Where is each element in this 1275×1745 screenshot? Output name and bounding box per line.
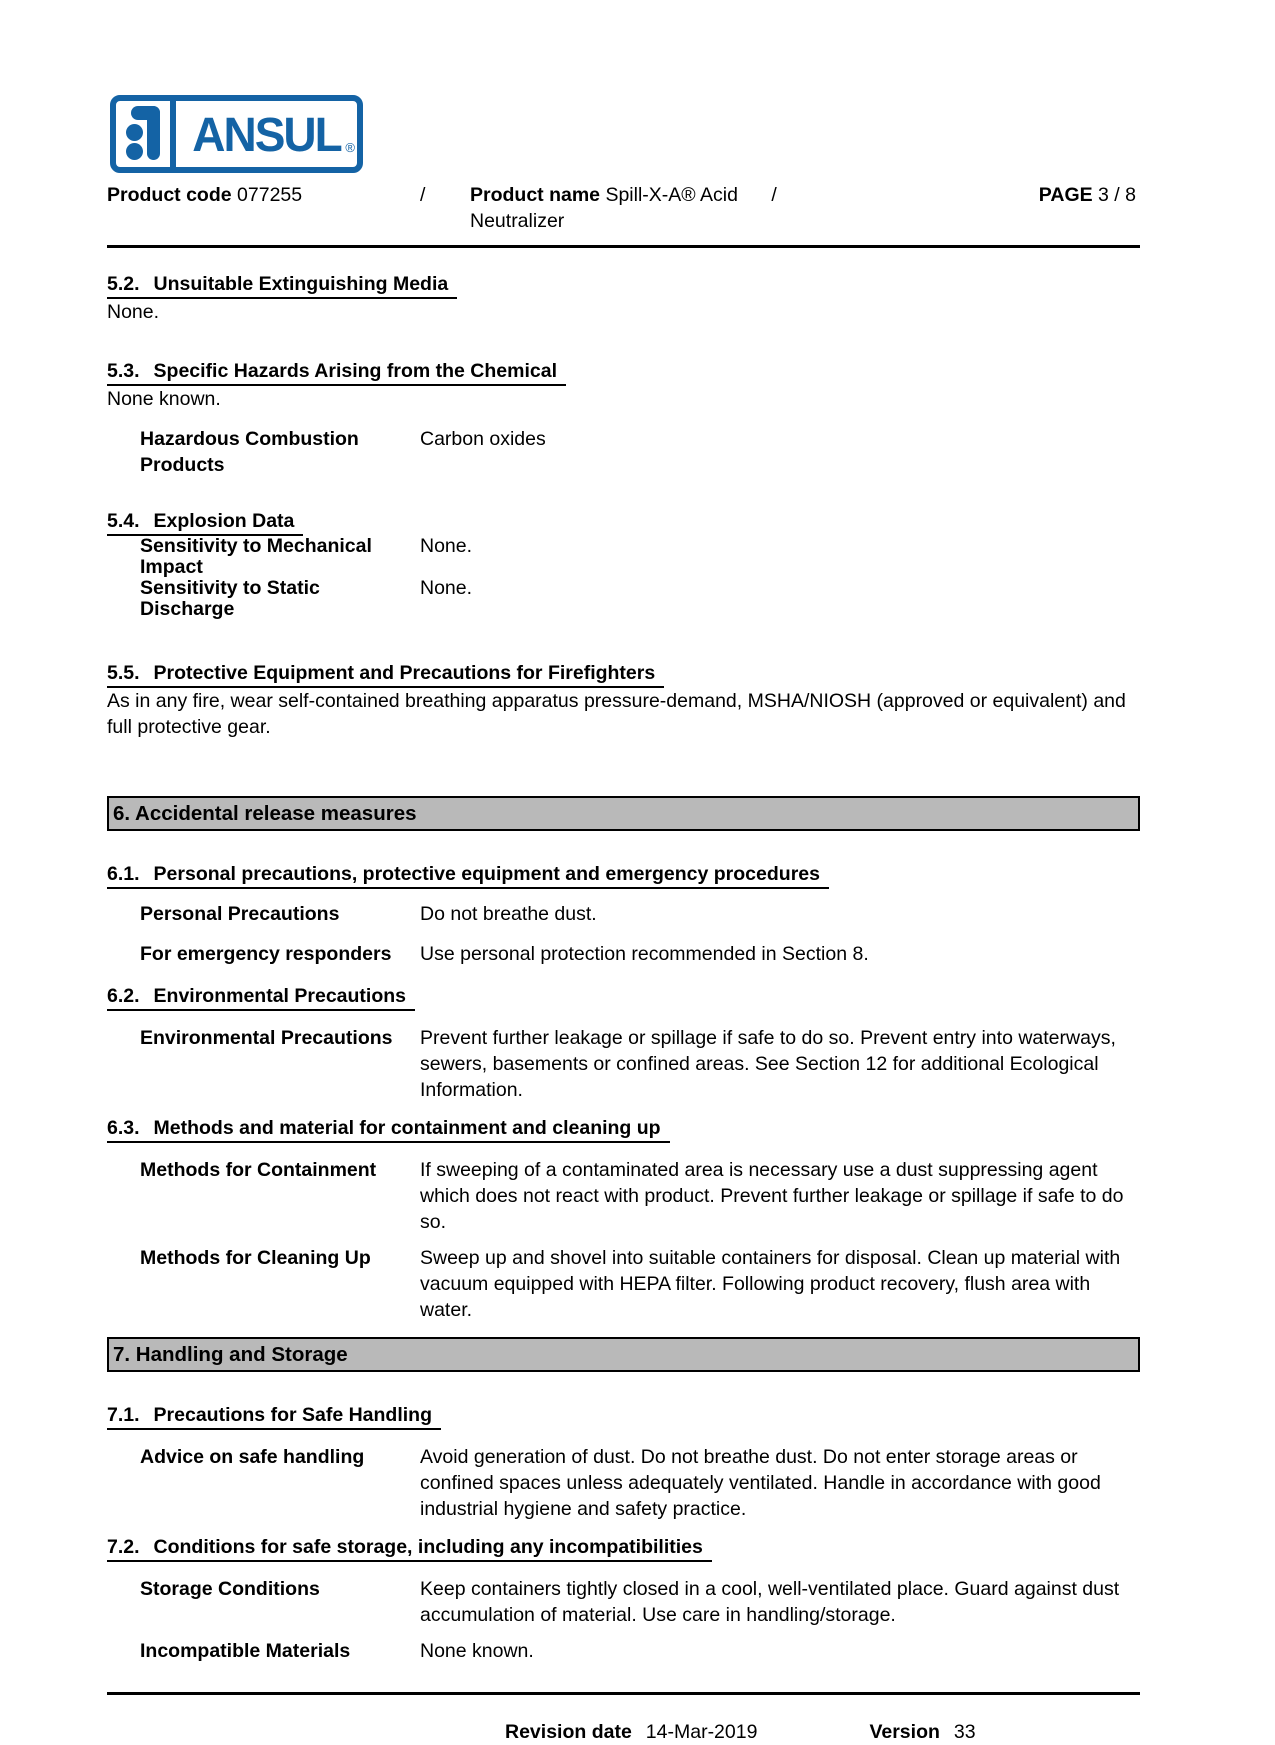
section-7-1 bbox=[107, 1402, 1140, 1430]
row-label: Methods for Containment bbox=[140, 1159, 377, 1181]
ansul-logo-mark bbox=[116, 101, 176, 167]
product-name-line2: Neutralizer bbox=[470, 210, 565, 232]
section-5-2-body: None. bbox=[107, 301, 160, 323]
product-name-line1: Spill-X-A® Acid bbox=[605, 184, 738, 206]
section-5-2-title: Unsuitable Extinguishing Media bbox=[153, 273, 449, 295]
section-6-1-title: Personal precautions, protective equipment and emergency procedures bbox=[153, 863, 820, 885]
row-label: Hazardous Combustion Products bbox=[140, 428, 359, 476]
row-value: Use personal protection recommended in Section 8. bbox=[420, 943, 869, 965]
section-5-3-title: Specific Hazards Arising from the Chemical bbox=[153, 360, 558, 382]
section-6-2-title: Environmental Precautions bbox=[153, 985, 407, 1007]
section-7-bar: 7. Handling and Storage bbox=[107, 1337, 1140, 1372]
section-5-4 bbox=[107, 508, 1140, 536]
section-6-2-heading bbox=[107, 983, 415, 1011]
ansul-wordmark: ANSUL bbox=[192, 106, 341, 162]
row-value: Prevent further leakage or spillage if safe to do so. Prevent entry into waterways, sewers, basements or confined areas. See Section 12 for additional Ecological Information. bbox=[420, 1027, 1116, 1101]
section-5-4-heading bbox=[107, 508, 303, 536]
section-5-4-number: 5.4. bbox=[107, 510, 140, 532]
page-label: PAGE bbox=[1038, 184, 1093, 206]
section-5-4-title: Explosion Data bbox=[153, 510, 295, 532]
page-value: 3 / 8 bbox=[1098, 184, 1136, 206]
section-6-1 bbox=[107, 861, 1140, 889]
section-5-3-heading bbox=[107, 358, 566, 386]
section-5-3-body: None known. bbox=[107, 388, 221, 410]
product-name-label: Product name bbox=[470, 184, 601, 206]
section-6-3-heading bbox=[107, 1115, 670, 1143]
safe-handling-row bbox=[140, 1444, 1140, 1522]
section-5-5-title: Protective Equipment and Precautions for Firefighters bbox=[153, 662, 656, 684]
ansul-logo bbox=[110, 95, 363, 173]
revision-date-label: Revision date bbox=[505, 1721, 632, 1743]
product-code-label: Product code bbox=[107, 184, 232, 206]
personal-precautions-row bbox=[140, 901, 1140, 927]
emergency-responders-row bbox=[140, 941, 1140, 967]
section-6-3-number: 6.3. bbox=[107, 1117, 140, 1139]
section-5-2-heading bbox=[107, 271, 457, 299]
row-value: If sweeping of a contaminated area is necessary use a dust suppressing agent which does not react with product. Prevent further leakage or spillage if safe to do so. bbox=[420, 1159, 1124, 1233]
hazardous-combustion-row bbox=[140, 426, 1140, 478]
row-value: Keep containers tightly closed in a cool, well-ventilated place. Guard against dust accumulation of material. Use care in handling/storage. bbox=[420, 1578, 1120, 1626]
storage-conditions-row bbox=[140, 1576, 1140, 1628]
row-label: Environmental Precautions bbox=[140, 1027, 393, 1049]
explosion-data-rows bbox=[107, 536, 1140, 620]
registered-mark: ® bbox=[345, 140, 355, 155]
incompatible-materials-row bbox=[140, 1638, 1140, 1664]
row-value: Avoid generation of dust. Do not breathe dust. Do not enter storage areas or confined spaces unless adequately ventilated. Handle in accordance with good industrial hygiene and safety practice. bbox=[420, 1446, 1101, 1520]
section-6-3 bbox=[107, 1115, 1140, 1143]
section-5-2-number: 5.2. bbox=[107, 273, 140, 295]
section-7-1-title: Precautions for Safe Handling bbox=[153, 1404, 432, 1426]
row-label: Methods for Cleaning Up bbox=[140, 1247, 371, 1269]
section-5-5-number: 5.5. bbox=[107, 662, 140, 684]
header-separator-1: / bbox=[420, 184, 426, 206]
section-5-2 bbox=[107, 271, 1140, 299]
section-6-1-number: 6.1. bbox=[107, 863, 140, 885]
section-6-1-heading bbox=[107, 861, 829, 889]
revision-date-value: 14-Mar-2019 bbox=[645, 1721, 758, 1743]
ansul-wordmark-box bbox=[176, 101, 357, 167]
section-5-3-number: 5.3. bbox=[107, 360, 140, 382]
section-5-5 bbox=[107, 660, 1140, 688]
header-rule bbox=[107, 245, 1140, 248]
section-7-1-number: 7.1. bbox=[107, 1404, 140, 1426]
environmental-precautions-row bbox=[140, 1025, 1140, 1103]
section-7-2-number: 7.2. bbox=[107, 1536, 140, 1558]
version-label: Version bbox=[869, 1721, 940, 1743]
section-6-3-title: Methods and material for containment and cleaning up bbox=[153, 1117, 661, 1139]
section-5-5-body: As in any fire, wear self-contained breathing apparatus pressure-demand, MSHA/NIOSH (approved or equivalent) and full protective gear. bbox=[107, 690, 1126, 738]
product-code bbox=[107, 182, 420, 234]
row-label: For emergency responders bbox=[140, 943, 392, 965]
section-7-1-heading bbox=[107, 1402, 441, 1430]
page-number bbox=[840, 182, 1140, 234]
methods-containment-row bbox=[140, 1157, 1140, 1235]
methods-cleaning-row bbox=[140, 1245, 1140, 1323]
section-6-bar: 6. Accidental release measures bbox=[107, 796, 1140, 831]
row-value: None known. bbox=[420, 1640, 534, 1662]
section-6-2-number: 6.2. bbox=[107, 985, 140, 1007]
section-5-5-heading bbox=[107, 660, 664, 688]
header-separator-2: / bbox=[771, 184, 777, 206]
ansul-a-mark-icon bbox=[121, 101, 165, 168]
row-label: Advice on safe handling bbox=[140, 1446, 365, 1468]
row-label: Personal Precautions bbox=[140, 903, 340, 925]
document-header-row bbox=[107, 182, 1140, 234]
document-footer bbox=[107, 1719, 1140, 1745]
section-5-3 bbox=[107, 358, 1140, 386]
row-value: Do not breathe dust. bbox=[420, 903, 597, 925]
section-6-2 bbox=[107, 983, 1140, 1011]
row-value: None. bbox=[420, 535, 473, 557]
page-content bbox=[107, 0, 1140, 1745]
section-7-2 bbox=[107, 1534, 1140, 1562]
section-7-2-title: Conditions for safe storage, including any incompatibilities bbox=[153, 1536, 703, 1558]
row-label: Sensitivity to Mechanical Impact bbox=[140, 535, 372, 578]
row-value: Carbon oxides bbox=[420, 428, 546, 450]
row-label: Incompatible Materials bbox=[140, 1640, 351, 1662]
row-label: Sensitivity to Static Discharge bbox=[140, 577, 320, 620]
mechanical-impact-row bbox=[140, 536, 1140, 578]
product-name bbox=[470, 182, 840, 234]
version-value: 33 bbox=[953, 1721, 976, 1743]
footer-rule bbox=[107, 1692, 1140, 1695]
section-7-2-heading bbox=[107, 1534, 712, 1562]
row-label: Storage Conditions bbox=[140, 1578, 320, 1600]
static-discharge-row bbox=[140, 578, 1140, 620]
row-value: Sweep up and shovel into suitable containers for disposal. Clean up material with vacuum equipped with HEPA filter. Following product recovery, flush area with water. bbox=[420, 1247, 1121, 1321]
row-value: None. bbox=[420, 577, 473, 599]
product-code-value: 077255 bbox=[237, 184, 303, 206]
